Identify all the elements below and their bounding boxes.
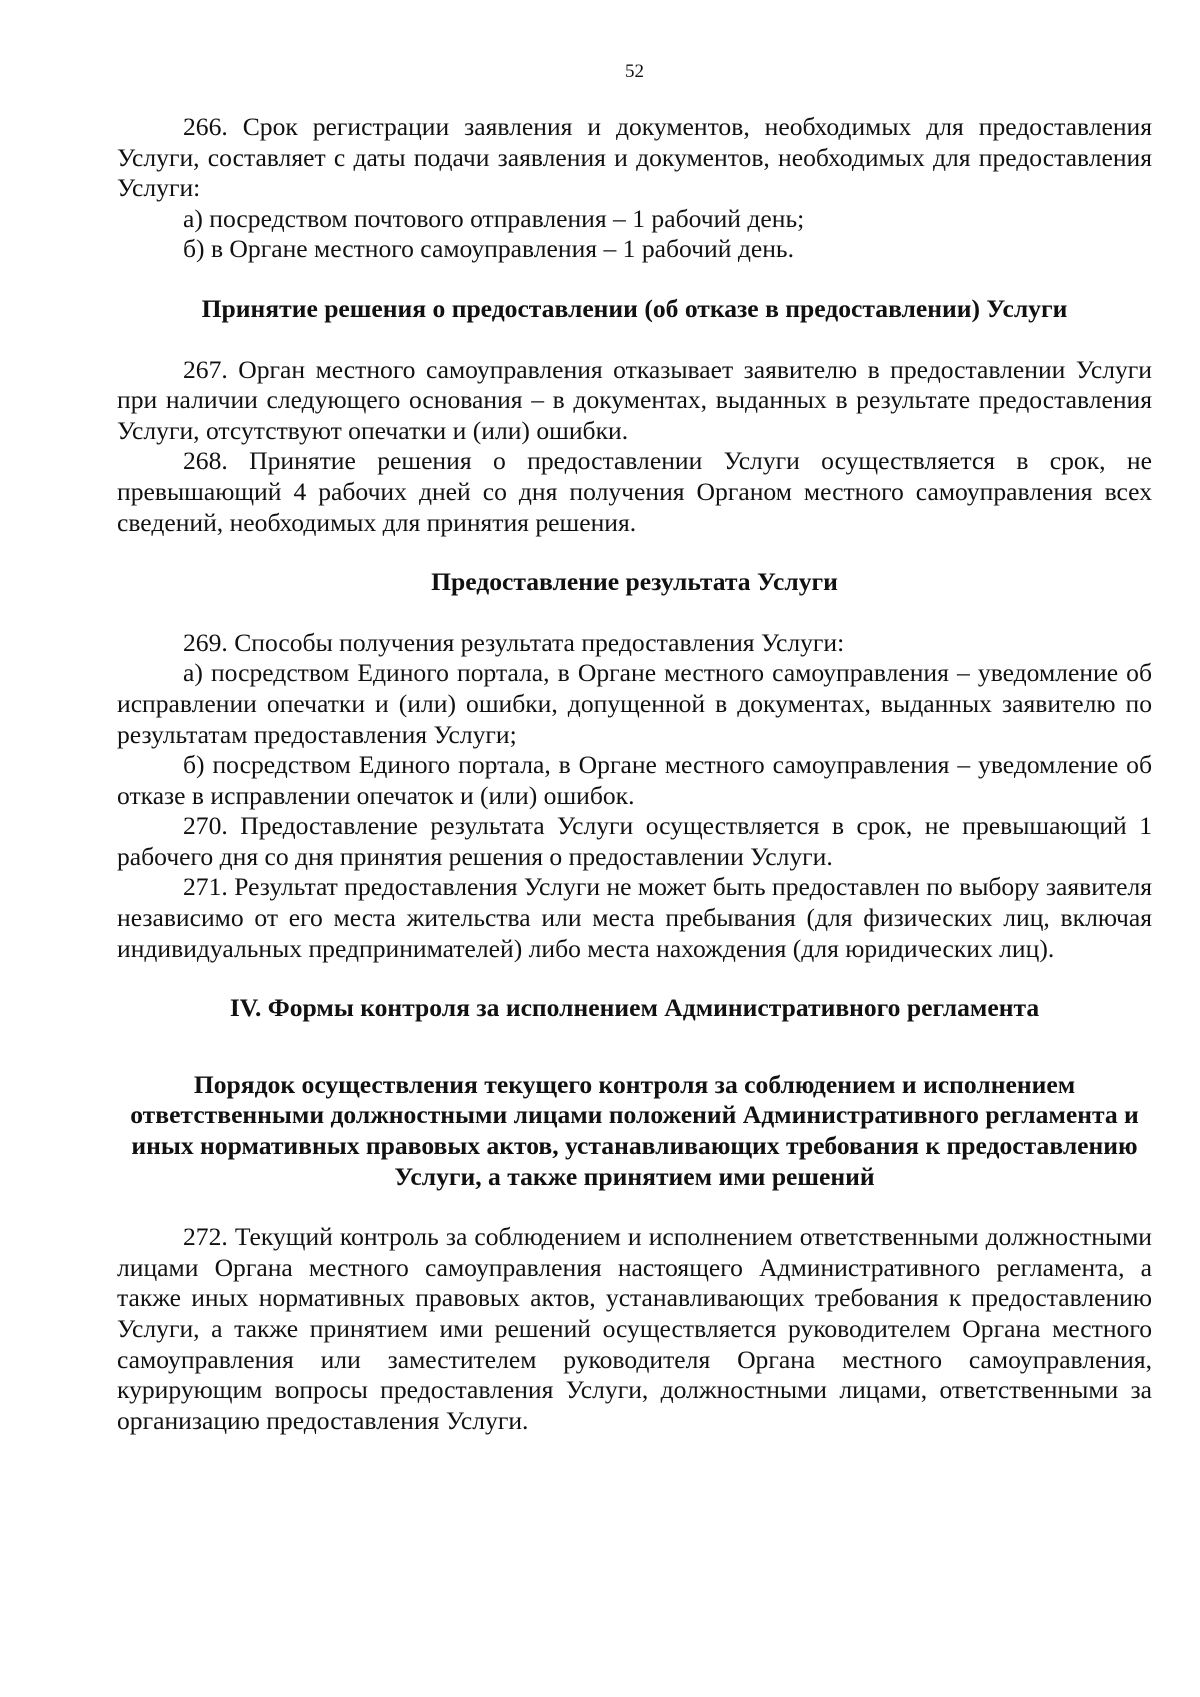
section-heading-result: Предоставление результата Услуги [431, 567, 838, 597]
page-number: 52 [625, 61, 644, 82]
spacer [117, 1192, 1152, 1222]
section-heading-control: Порядок осуществления текущего контроля за соблюдением и исполнением ответственными должностными лицами положений Административного регламента и иных нормативных правовых актов, устанавливающих требования к предоставлению Услуги, а также принятием ими решений [130, 1069, 1139, 1191]
spacer [117, 265, 1152, 294]
paragraph-269-a: а) посредством Единого портала, в Органе местного самоуправления – уведомление об исправлении опечатки и (или) ошибки, допущенной в документах, выданных заявителю по результатам предоставления Услуги; [117, 658, 1152, 749]
paragraph-271: 271. Результат предоставления Услуги не может быть предоставлен по выбору заявителя независимо от его места жительства или места пребывания (для физических лиц, включая индивидуальных предпринимателей) либо места нахождения (для юридических лиц). [117, 872, 1152, 963]
spacer [117, 598, 1152, 628]
paragraph-268: 268. Принятие решения о предоставлении Услуги осуществляется в срок, не превышающий 4 рабочих дней со дня получения Органом местного самоуправления всех сведений, необходимых для принятия решения. [117, 446, 1152, 537]
paragraph-267: 267. Орган местного самоуправления отказывает заявителю в предоставлении Услуги при наличии следующего основания – в документах, выданных в результате предоставления Услуги, отсутствуют опечатки и (или) ошибки. [117, 354, 1152, 445]
paragraph-269-b: б) посредством Единого портала, в Органе местного самоуправления – уведомление об отказе в исправлении опечаток и (или) ошибок. [117, 750, 1152, 810]
paragraph-266-b: б) в Органе местного самоуправления – 1 рабочий день. [183, 234, 794, 264]
document-page [117, 60, 1152, 1436]
spacer [117, 964, 1152, 993]
paragraph-272: 272. Текущий контроль за соблюдением и исполнением ответственными должностными лицами Органа местного самоуправления настоящего Административного регламента, а также иных нормативных правовых актов, устанавливающих требования к предоставлению Услуги, а также принятием ими решений осуществляется руководителем Органа местного самоуправления или заместителем руководителя Органа местного самоуправления, курирующим вопросы предоставления Услуги, должностными лицами, ответственными за организацию предоставления Услуги. [117, 1222, 1152, 1435]
paragraph-266-a: а) посредством почтового отправления – 1 рабочий день; [183, 203, 805, 233]
spacer [117, 538, 1152, 567]
chapter-heading-iv: IV. Формы контроля за исполнением Административного регламента [229, 993, 1040, 1023]
section-heading-decision: Принятие решения о предоставлении (об отказе в предоставлении) Услуги [201, 293, 1068, 323]
spacer [117, 1024, 1152, 1070]
paragraph-266: 266. Срок регистрации заявления и документов, необходимых для предоставления Услуги, составляет с даты подачи заявления и документов, необходимых для предоставления Услуги: [117, 112, 1152, 203]
paragraph-270: 270. Предоставление результата Услуги осуществляется в срок, не превышающий 1 рабочего дня со дня принятия решения о предоставлении Услуги. [117, 811, 1152, 871]
paragraph-269: 269. Способы получения результата предоставления Услуги: [183, 627, 845, 657]
spacer [117, 325, 1152, 355]
